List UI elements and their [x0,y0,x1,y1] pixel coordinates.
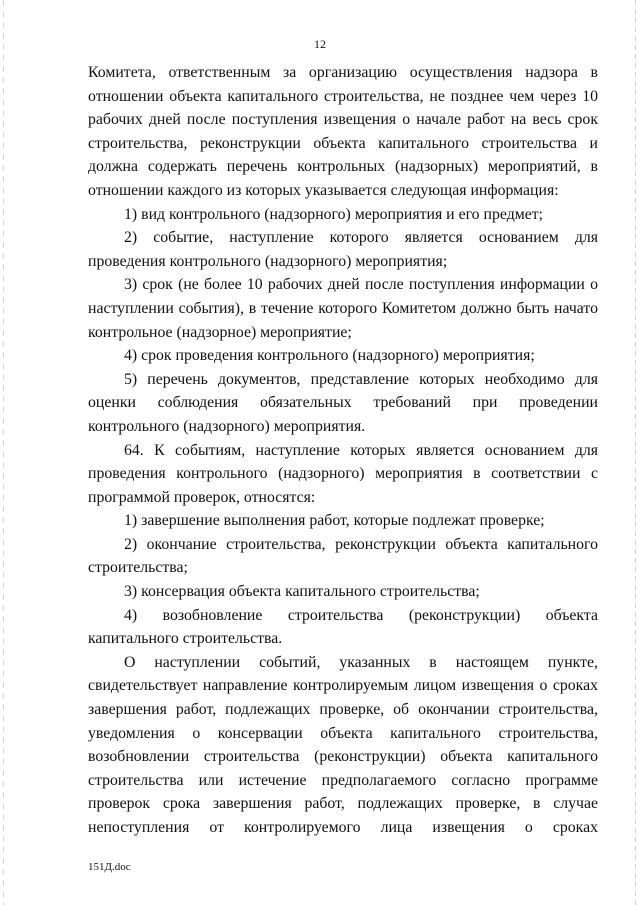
paragraph-events-notice: О наступлении событий, указанных в настоящем пункте, свидетельствует направление контролируемым лицом извещения о сроках завершения работ, подлежащих проверке, об окончании строительства, уведомления о консервации объекта капитального строительства, возобновлении строительства (реконструкции) объекта капитального строительства или истечение предполагаемого согласно программе проверок срока завершения работ, подлежащих проверке, в случае непоступления от контролируемого лица извещения о сроках [88,653,598,836]
list-item-3: 3) срок (не более 10 рабочих дней после поступления информации о наступлении события), в течение которого Комитетом должно быть начато контрольное (надзорное) мероприятие; [88,276,598,341]
list-item-1: 1) вид контрольного (надзорного) мероприятия и его предмет; [124,205,544,223]
list-item-2: 2) событие, наступление которого является основанием для проведения контрольного (надзорного) мероприятия; [88,229,598,270]
page-number: 12 [314,37,326,51]
list-item-4: 4) срок проведения контрольного (надзорного) мероприятия; [124,347,535,365]
paragraph-continuation: Комитета, ответственным за организацию осуществления надзора в отношении объекта капитального строительства, не позднее чем через 10 рабочих дней после поступления извещения о начале работ на весь срок строительства, реконструкции объекта капитального строительства и должна содержать перечень контрольных (надзорных) мероприятий, в отношении каждого из которых указывается следующая информация: [88,64,598,199]
event-item-2: 2) окончание строительства, реконструкции объекта капитального строительства; [88,535,598,577]
scan-edge-right [635,0,636,905]
document-body [88,61,598,840]
list-item-5: 5) перечень документов, представление которых необходимо для оценки соблюдения обязательных требований при проведении контрольного (надзорного) мероприятия. [88,370,598,435]
event-item-1: 1) завершение выполнения работ, которые подлежат проверке; [124,512,545,530]
paragraph-64: 64. К событиям, наступление которых является основанием для проведения контрольного (надзорного) мероприятия в соответствии с программой проверок, относятся: [88,441,598,506]
event-item-3: 3) консервация объекта капитального строительства; [124,583,480,601]
scan-edge-left [3,0,4,905]
event-item-4: 4) возобновление строительства (реконструкции) объекта капитального строительства. [88,606,598,648]
footer-filename: 151Д.doc [88,861,131,873]
